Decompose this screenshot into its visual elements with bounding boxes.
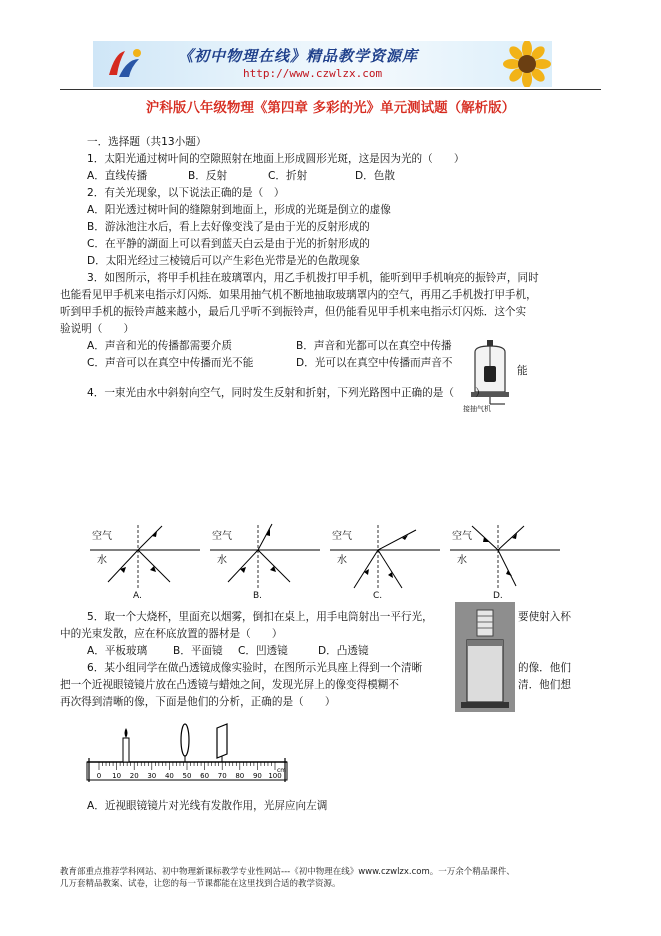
ruler-tick-label: 70	[217, 772, 227, 780]
q5-option-d: D．凸透镜	[318, 645, 369, 657]
q4-a-water-label: 水	[97, 555, 107, 566]
q6-line-2: 把一个近视眼镜镜片放在凸透镜与蜡烛之间，发现光屏上的像变得模糊不	[60, 679, 399, 691]
footer-line-1: 教育部重点推荐学科网站、初中物理新课标教学专业性网站---《初中物理在线》www.czwlzx.com。一万余个精品课件、	[60, 867, 515, 877]
ruler-tick-label: 10	[112, 772, 122, 780]
ruler-tick-label: 0	[96, 772, 102, 780]
optical-bench-figure	[85, 716, 295, 786]
q4-a-air-label: 空气	[92, 531, 112, 542]
q4-b-water-label: 水	[217, 555, 227, 566]
q2-option-d: D．太阳光经过三棱镜后可以产生彩色光带是光的色散现象	[87, 255, 360, 267]
q4-d-air-label: 空气	[452, 531, 472, 542]
q2-stem: 2．有关光现象，以下说法正确的是（ ）	[87, 187, 285, 199]
q4-label-b: B.	[253, 591, 263, 601]
q5-option-c: C．凹透镜	[238, 645, 288, 657]
bell-jar-label: 接抽气机	[463, 405, 491, 413]
q2-option-b: B．游泳池注水后，看上去好像变浅了是由于光的反射形成的	[87, 221, 370, 233]
page-footer	[60, 866, 620, 890]
q3-option-c: C．声音可以在真空中传播而光不能	[87, 357, 254, 369]
q5-line-1: 5．取一个大烧杯，里面充以烟雾，倒扣在桌上，用手电筒射出一平行光，	[87, 611, 433, 623]
banner-title: 《初中物理在线》精品教学资源库	[178, 47, 419, 65]
q6-line-1-tail: 的像．他们	[518, 662, 571, 674]
q1-stem: 1．太阳光通过树叶间的空隙照射在地面上形成圆形光斑，这是因为光的（ ）	[87, 153, 465, 165]
q4-d-water-label: 水	[457, 555, 467, 566]
q3-line-3: 听到甲手机的振铃声越来越小，最后几乎听不到振铃声，但仍能看见甲手机来电指示灯闪烁．这个实	[60, 306, 527, 318]
q4-label-c: C.	[373, 591, 383, 601]
smoke-beaker-figure	[455, 602, 515, 712]
q4-label-d: D.	[493, 591, 503, 601]
header-divider	[60, 89, 601, 90]
q1-option-c: C．折射	[268, 170, 308, 182]
document-title: 沪科版八年级物理《第四章 多彩的光》单元测试题（解析版）	[145, 100, 516, 116]
q2-option-c: C．在平静的湖面上可以看到蓝天白云是由于光的折射形成的	[87, 238, 370, 250]
ruler-tick-label: 20	[129, 772, 139, 780]
q3-option-d-tail: 能	[517, 365, 528, 377]
footer-line-2: 几万套精品教案、试卷，让您的每一节课都能在这里找到合适的教学资源。	[60, 879, 341, 889]
q6-line-2-tail: 清．他们想	[518, 679, 571, 691]
ruler-tick-label: 40	[164, 772, 174, 780]
ruler-unit-label: cm	[277, 767, 287, 774]
q5-option-a: A．平板玻璃	[87, 645, 148, 657]
q6-option-a: A．近视眼镜镜片对光线有发散作用，光屏应向左调	[87, 800, 328, 812]
ruler-tick-label: 30	[147, 772, 157, 780]
q4-b-air-label: 空气	[212, 531, 232, 542]
q1-option-a: A．直线传播	[87, 170, 148, 182]
ruler-tick-label: 90	[252, 772, 262, 780]
q4-label-a: A.	[133, 591, 142, 601]
q3-line-2: 也能看见甲手机来电指示灯闪烁．如果用抽气机不断地抽取玻璃罩内的空气，再用乙手机拨打甲手机，	[60, 289, 537, 301]
q5-line-2: 中的光束发散，应在杯底放置的器材是（ ）	[60, 628, 283, 640]
q4-c-air-label: 空气	[332, 531, 352, 542]
q2-option-a: A．阳光透过树叶间的缝隙射到地面上，形成的光斑是倒立的虚像	[87, 204, 391, 216]
ruler-tick-label: 100	[268, 772, 282, 780]
q6-line-3: 再次得到清晰的像，下面是他们的分析，正确的是（ ）	[60, 696, 336, 708]
q3-line-4: 验说明（ ）	[60, 323, 135, 335]
ruler-tick-label: 50	[182, 772, 192, 780]
q5-line-1-tail: 要使射入杯	[518, 611, 571, 623]
section-heading: 一．选择题（共13小题）	[87, 136, 207, 148]
q1-option-d: D．色散	[355, 170, 395, 182]
q3-option-a: A．声音和光的传播都需要介质	[87, 340, 232, 352]
q1-option-b: B．反射	[188, 170, 228, 182]
q3-line-1: 3．如图所示，将甲手机挂在玻璃罩内，用乙手机拨打甲手机，能听到甲手机响亮的振铃声，同时	[87, 272, 539, 284]
logo-icon	[103, 45, 147, 83]
q5-option-b: B．平面镜	[173, 645, 223, 657]
ruler-tick-label: 80	[235, 772, 245, 780]
header-banner	[93, 41, 552, 87]
q4-c-water-label: 水	[337, 555, 347, 566]
sunflower-icon	[493, 41, 552, 87]
q3-option-b: B．声音和光都可以在真空中传播	[296, 340, 452, 352]
banner-url[interactable]: http://www.czwlzx.com	[243, 67, 383, 80]
q3-option-d: D．光可以在真空中传播而声音不	[296, 357, 453, 369]
ruler-tick-label: 60	[200, 772, 210, 780]
q4-stem: 4．一束光由水中斜射向空气，同时发生反射和折射，下列光路图中正确的是（ ）	[87, 387, 486, 399]
q6-line-1: 6．某小组同学在做凸透镜成像实验时，在图所示光具座上得到一个清晰	[87, 662, 423, 674]
